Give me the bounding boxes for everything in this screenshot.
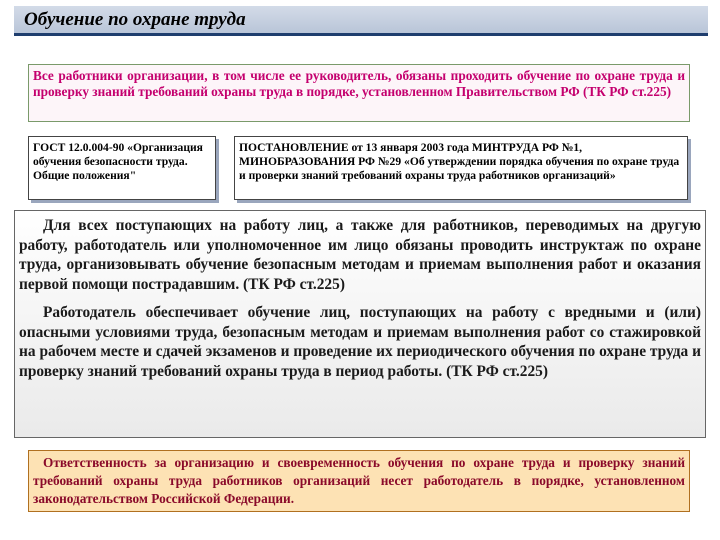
paragraph-training: Работодатель обеспечивает обучение лиц, поступающих на работу с вредными и (или) опасными условиями труда, безопасным методам и приемам выполнения работ со стажировкой на рабочем месте и сдачей экзаменов и проведение их периодического обучения по охране труда и проверку знаний требований охраны труда в период работы. (ТК РФ ст.225) <box>19 304 701 380</box>
main-text-box <box>14 210 706 438</box>
resolution-box: ПОСТАНОВЛЕНИЕ от 13 января 2003 года МИНТРУДА РФ №1, МИНОБРАЗОВАНИЯ РФ №29 «Об утверждении порядка обучения по охране труда и проверки знаний требований охраны труда работников организаций» <box>234 136 688 200</box>
page-title: Обучение по охране труда <box>24 9 246 30</box>
intro-box: Все работники организации, в том числе ее руководитель, обязаны проходить обучение по охране труда и проверку знаний требований охраны труда в порядке, установленном Правительством РФ (ТК РФ ст.225) <box>28 64 690 122</box>
title-bar <box>14 6 708 36</box>
responsibility-box: Ответственность за организацию и своевременность обучения по охране труда и проверку знаний требований охраны труда работников организаций несет работодатель в порядке, установленном законодательством Российской Федерации. <box>28 450 690 512</box>
paragraph-instruction: Для всех поступающих на работу лиц, а также для работников, переводимых на другую работу, работодатель или уполномоченное им лицо обязаны проводить инструктаж по охране труда, организовывать обучение безопасным методам и приемам выполнения работ и оказания первой помощи пострадавшим. (ТК РФ ст.225) <box>19 217 701 293</box>
gost-box: ГОСТ 12.0.004-90 «Организация обучения безопасности труда. Общие положения" <box>28 136 216 200</box>
